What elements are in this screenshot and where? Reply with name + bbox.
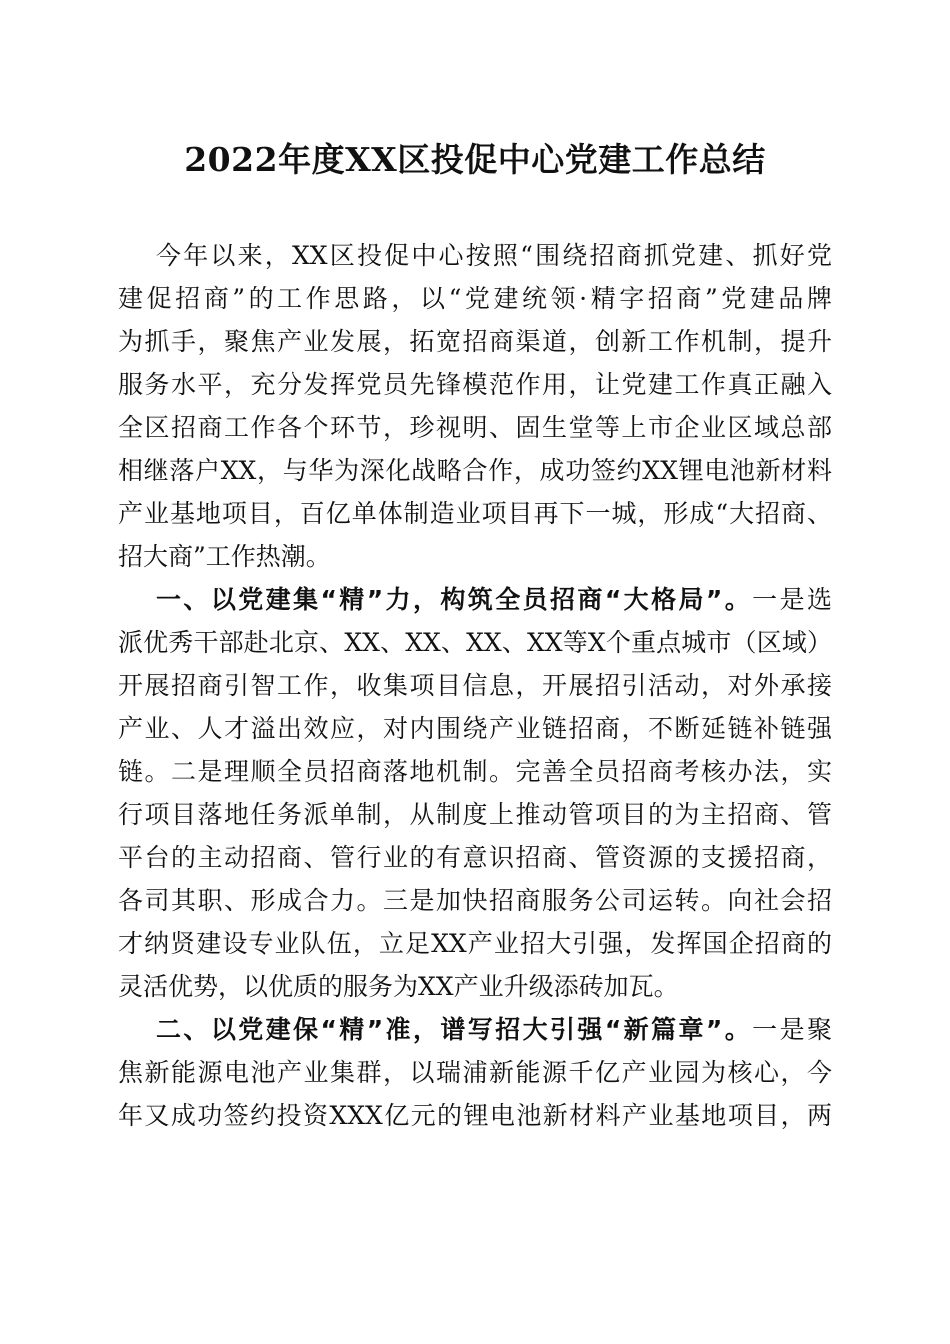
paragraph-line: 平台的主动招商、管行业的有意识招商、管资源的支援招商， bbox=[118, 843, 832, 872]
paragraph-line: 派优秀干部赴北京、XX、XX、XX、XX等X个重点城市（区域） bbox=[118, 628, 832, 657]
document-body bbox=[118, 234, 832, 1137]
paragraph-line: 链。二是理顺全员招商落地机制。完善全员招商考核办法，实 bbox=[118, 757, 832, 786]
paragraph-line: 相继落户XX，与华为深化战略合作，成功签约XX锂电池新材料 bbox=[118, 456, 832, 485]
paragraph-line: 灵活优势，以优质的服务为XX产业升级添砖加瓦。 bbox=[118, 972, 679, 1001]
paragraph-section-two bbox=[118, 1008, 832, 1137]
paragraph-line: 今年以来，XX区投促中心按照“围绕招商抓党建、抓好党 bbox=[156, 241, 832, 270]
paragraph-section-one bbox=[118, 578, 832, 1008]
paragraph-line: 焦新能源电池产业集群，以瑞浦新能源千亿产业园为核心，今 bbox=[118, 1058, 832, 1087]
paragraph-line: 服务水平，充分发挥党员先锋模范作用，让党建工作真正融入 bbox=[118, 370, 832, 399]
paragraph-line: 为抓手，聚焦产业发展，拓宽招商渠道，创新工作机制，提升 bbox=[118, 327, 832, 356]
paragraph-line: 全区招商工作各个环节，珍视明、固生堂等上市企业区域总部 bbox=[118, 413, 832, 442]
paragraph-line: 开展招商引智工作，收集项目信息，开展招引活动，对外承接 bbox=[118, 671, 832, 700]
paragraph-line: 年又成功签约投资XXX亿元的锂电池新材料产业基地项目，两 bbox=[118, 1101, 832, 1130]
paragraph-line: 各司其职、形成合力。三是加快招商服务公司运转。向社会招 bbox=[118, 886, 832, 915]
paragraph-first-line bbox=[118, 1008, 832, 1051]
paragraph-line: 产业基地项目，百亿单体制造业项目再下一城，形成“大招商、 bbox=[118, 499, 832, 528]
paragraph-line-rest: 一是选 bbox=[752, 585, 832, 614]
paragraph-intro bbox=[118, 234, 832, 578]
paragraph-line: 产业、人才溢出效应，对内围绕产业链招商，不断延链补链强 bbox=[118, 714, 832, 743]
section-heading: 一、以党建集“精”力，构筑全员招商“大格局”。 bbox=[156, 585, 753, 614]
paragraph-line-rest: 一是聚 bbox=[752, 1015, 832, 1044]
paragraph-line: 招大商”工作热潮。 bbox=[118, 542, 331, 571]
document-title: 2022年度XX区投促中心党建工作总结 bbox=[184, 140, 766, 179]
paragraph-line: 行项目落地任务派单制，从制度上推动管项目的为主招商、管 bbox=[118, 800, 832, 829]
paragraph-first-line bbox=[118, 578, 832, 621]
section-heading: 二、以党建保“精”准，谱写招大引强“新篇章”。 bbox=[156, 1015, 753, 1044]
paragraph-line: 才纳贤建设专业队伍，立足XX产业招大引强，发挥国企招商的 bbox=[118, 929, 832, 958]
paragraph-line: 建促招商”的工作思路，以“党建统领·精字招商”党建品牌 bbox=[118, 284, 832, 313]
